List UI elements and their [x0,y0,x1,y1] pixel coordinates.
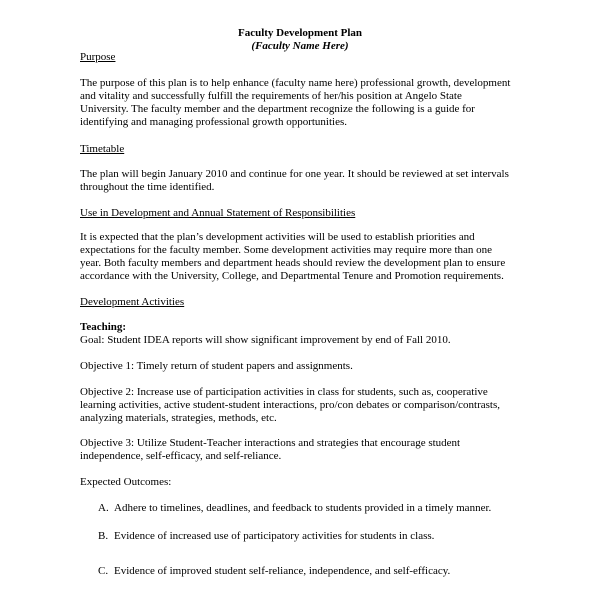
use-line: expectations for the faculty member. Some development activities may require more than one [80,244,493,256]
purpose-line: The purpose of this plan is to help enhance (faculty name here) professional growth, development [80,77,511,89]
use-heading: Use in Development and Annual Statement of Responsibilities [80,207,356,219]
outcome-text: Adhere to timelines, deadlines, and feedback to students provided in a timely manner. [114,502,492,514]
outcome-text: Evidence of increased use of participatory activities for students in class. [114,530,435,542]
timetable-line: The plan will begin January 2010 and continue for one year. It should be reviewed at set intervals [80,168,509,180]
objective-3-line: Objective 3: Utilize Student-Teacher interactions and strategies that encourage student [80,437,461,449]
use-paragraph [80,231,530,283]
objective-1: Objective 1: Timely return of student papers and assignments. [80,360,353,372]
expected-outcomes-label: Expected Outcomes: [80,476,172,488]
timetable-paragraph [80,168,530,194]
outcome-letter: A. [98,502,109,514]
objective-2-line: Objective 2: Increase use of participation activities in class for students, such as, cooperative [80,386,488,398]
use-line: It is expected that the plan’s development activities will be used to establish priorities and [80,231,475,243]
objective-3 [80,437,530,463]
objective-2-line: learning activities, active student-student interactions, pro/con debates or comparison/contrasts, [80,399,501,411]
objective-2 [80,386,530,425]
objective-3-line: independence, self-efficacy, and self-reliance. [80,450,282,462]
goal-text: Goal: Student IDEA reports will show significant improvement by end of Fall 2010. [80,334,451,346]
timetable-line: throughout the time identified. [80,181,215,193]
outcome-item [98,530,434,543]
outcome-letter: B. [98,530,109,542]
activities-heading: Development Activities [80,296,185,308]
document-title: Faculty Development Plan [237,27,363,39]
purpose-line: identifying and managing professional growth opportunities. [80,116,348,128]
outcome-item [98,502,491,515]
outcome-letter: C. [98,565,109,577]
outcome-text: Evidence of improved student self-reliance, independence, and self-efficacy. [114,565,451,577]
purpose-paragraph [80,77,530,129]
use-line: accordance with the University, College, and Departmental Tenure and Promotion requirements. [80,270,504,282]
purpose-heading: Purpose [80,51,116,63]
purpose-line: and vitality and successfully fulfill the requirements of her/his position at Angelo State [80,90,462,102]
teaching-label: Teaching: [80,321,127,333]
objective-2-line: analyzing materials, strategies, methods, etc. [80,412,277,424]
document-subtitle: (Faculty Name Here) [251,40,349,52]
timetable-heading: Timetable [80,143,125,155]
outcome-item [98,565,450,578]
purpose-line: University. The faculty member and the department recognize the following is a guide for [80,103,475,115]
use-line: year. Both faculty members and department heads should review the development plan to ensure [80,257,506,269]
